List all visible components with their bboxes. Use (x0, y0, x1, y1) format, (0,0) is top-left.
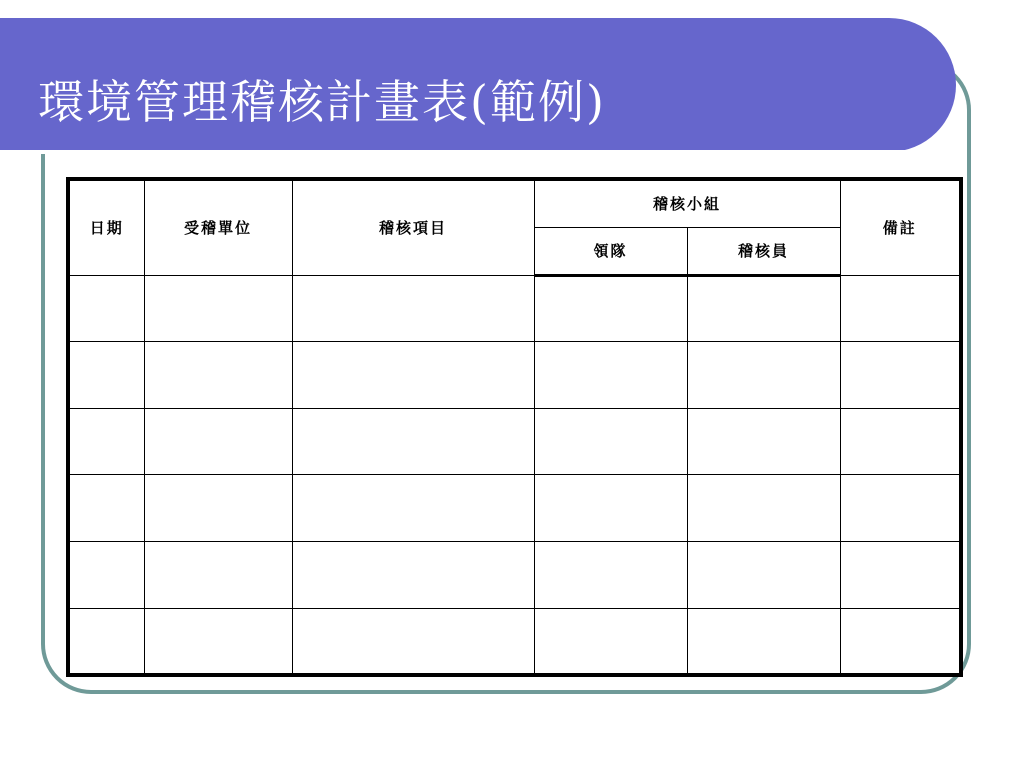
team-leader-cell[interactable] (534, 608, 687, 675)
remarks-cell[interactable] (840, 475, 961, 542)
team-leader-cell[interactable] (534, 408, 687, 475)
date-cell[interactable] (68, 542, 144, 609)
title-bar (0, 18, 956, 152)
date-cell[interactable] (68, 342, 144, 409)
table-row (68, 275, 961, 342)
auditor-cell[interactable] (687, 342, 840, 409)
header-audit-team: 稽核小組 (534, 179, 840, 227)
header-date: 日期 (68, 179, 144, 275)
team-leader-cell[interactable] (534, 275, 687, 342)
remarks-cell[interactable] (840, 542, 961, 609)
audited-unit-cell[interactable] (144, 542, 292, 609)
audit-plan-table-container (66, 177, 959, 677)
remarks-cell[interactable] (840, 275, 961, 342)
header-auditor: 稽核員 (687, 227, 840, 275)
audited-unit-cell[interactable] (144, 275, 292, 342)
audit-item-cell[interactable] (292, 275, 534, 342)
table-body (68, 275, 961, 675)
auditor-cell[interactable] (687, 408, 840, 475)
table-row (68, 342, 961, 409)
auditor-cell[interactable] (687, 542, 840, 609)
slide-title: 環境管理稽核計畫表(範例) (38, 75, 606, 129)
header-team-leader: 領隊 (534, 227, 687, 275)
team-leader-cell[interactable] (534, 475, 687, 542)
title-underline (0, 150, 906, 154)
audited-unit-cell[interactable] (144, 408, 292, 475)
auditor-cell[interactable] (687, 475, 840, 542)
date-cell[interactable] (68, 475, 144, 542)
audit-item-cell[interactable] (292, 542, 534, 609)
table-row (68, 542, 961, 609)
date-cell[interactable] (68, 408, 144, 475)
auditor-cell[interactable] (687, 608, 840, 675)
audited-unit-cell[interactable] (144, 475, 292, 542)
audited-unit-cell[interactable] (144, 342, 292, 409)
auditor-cell[interactable] (687, 275, 840, 342)
team-leader-cell[interactable] (534, 542, 687, 609)
header-audited-unit: 受稽單位 (144, 179, 292, 275)
team-leader-cell[interactable] (534, 342, 687, 409)
table-row (68, 408, 961, 475)
audit-item-cell[interactable] (292, 342, 534, 409)
table-row (68, 475, 961, 542)
audited-unit-cell[interactable] (144, 608, 292, 675)
audit-item-cell[interactable] (292, 608, 534, 675)
header-audit-item: 稽核項目 (292, 179, 534, 275)
remarks-cell[interactable] (840, 408, 961, 475)
header-remarks: 備註 (840, 179, 961, 275)
audit-item-cell[interactable] (292, 475, 534, 542)
audit-plan-table (66, 177, 963, 677)
remarks-cell[interactable] (840, 342, 961, 409)
remarks-cell[interactable] (840, 608, 961, 675)
table-row (68, 608, 961, 675)
date-cell[interactable] (68, 608, 144, 675)
audit-item-cell[interactable] (292, 408, 534, 475)
date-cell[interactable] (68, 275, 144, 342)
